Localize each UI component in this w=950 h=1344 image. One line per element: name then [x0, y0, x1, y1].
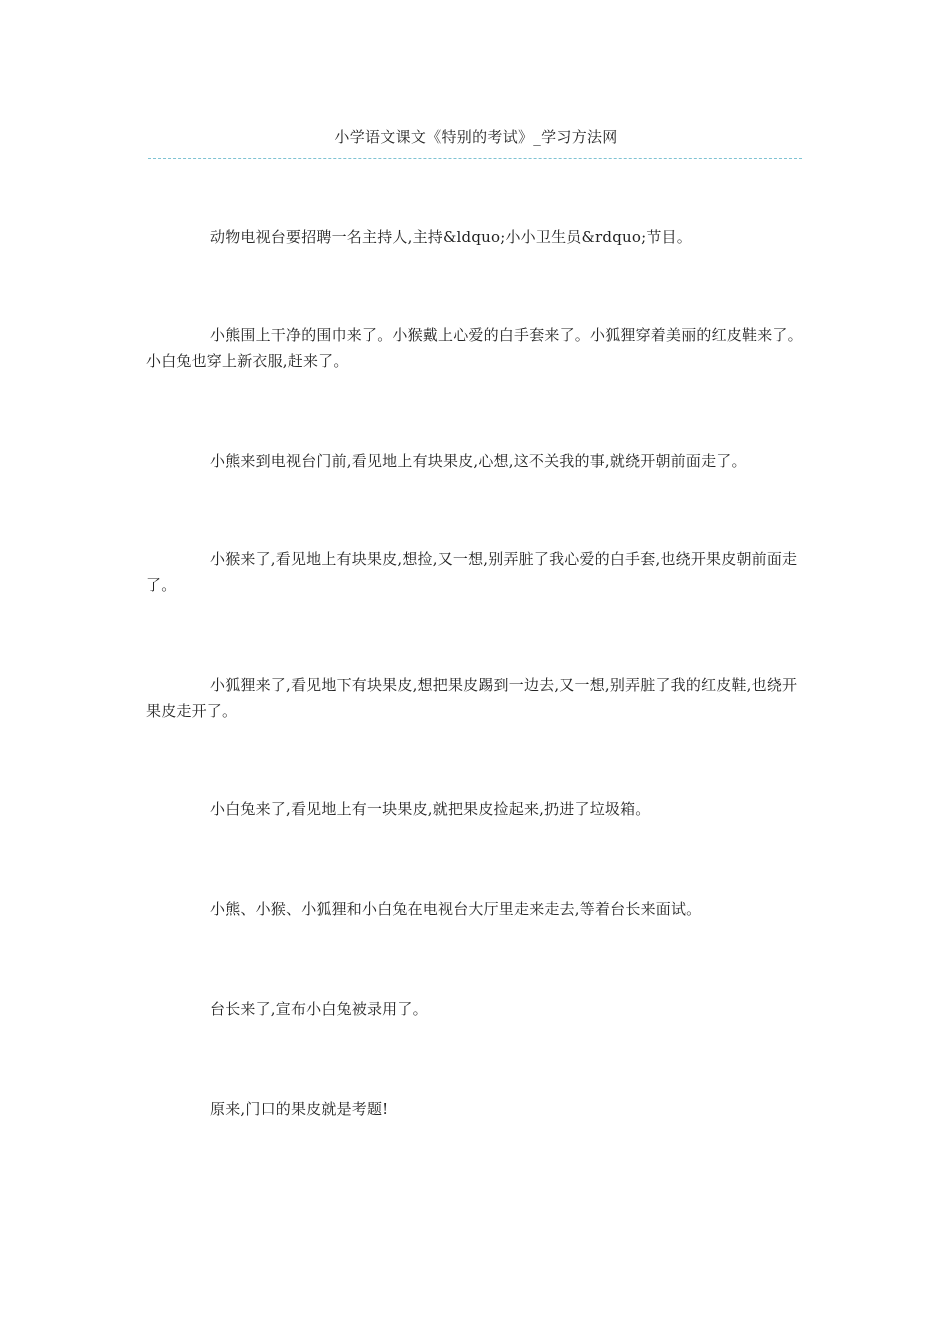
paragraph-3: 小熊来到电视台门前,看见地上有块果皮,心想,这不关我的事,就绕开朝前面走了。: [210, 452, 747, 470]
paragraph-7: 小熊、小猴、小狐狸和小白兔在电视台大厅里走来走去,等着台长来面试。: [210, 900, 702, 918]
paragraph-8: 台长来了,宣布小白兔被录用了。: [210, 1000, 428, 1018]
paragraph-9: 原来,门口的果皮就是考题!: [210, 1100, 389, 1118]
header-divider: [148, 158, 802, 159]
paragraph-4: 小猴来了,看见地上有块果皮,想捡,又一想,别弄脏了我心爱的白手套,也绕开果皮朝前面走了。: [146, 550, 798, 594]
paragraph-1: 动物电视台要招聘一名主持人,主持&ldquo;小小卫生员&rdquo;节目。: [210, 228, 692, 246]
paragraph-2: 小熊围上干净的围巾来了。小猴戴上心爱的白手套来了。小狐狸穿着美丽的红皮鞋来了。小白兔也穿上新衣服,赶来了。: [146, 326, 803, 370]
paragraph-5: 小狐狸来了,看见地下有块果皮,想把果皮踢到一边去,又一想,别弄脏了我的红皮鞋,也绕开果皮走开了。: [146, 676, 798, 720]
paragraph-6: 小白兔来了,看见地上有一块果皮,就把果皮捡起来,扔进了垃圾箱。: [210, 800, 651, 818]
page-title: 小学语文课文《特别的考试》_学习方法网: [334, 128, 618, 146]
